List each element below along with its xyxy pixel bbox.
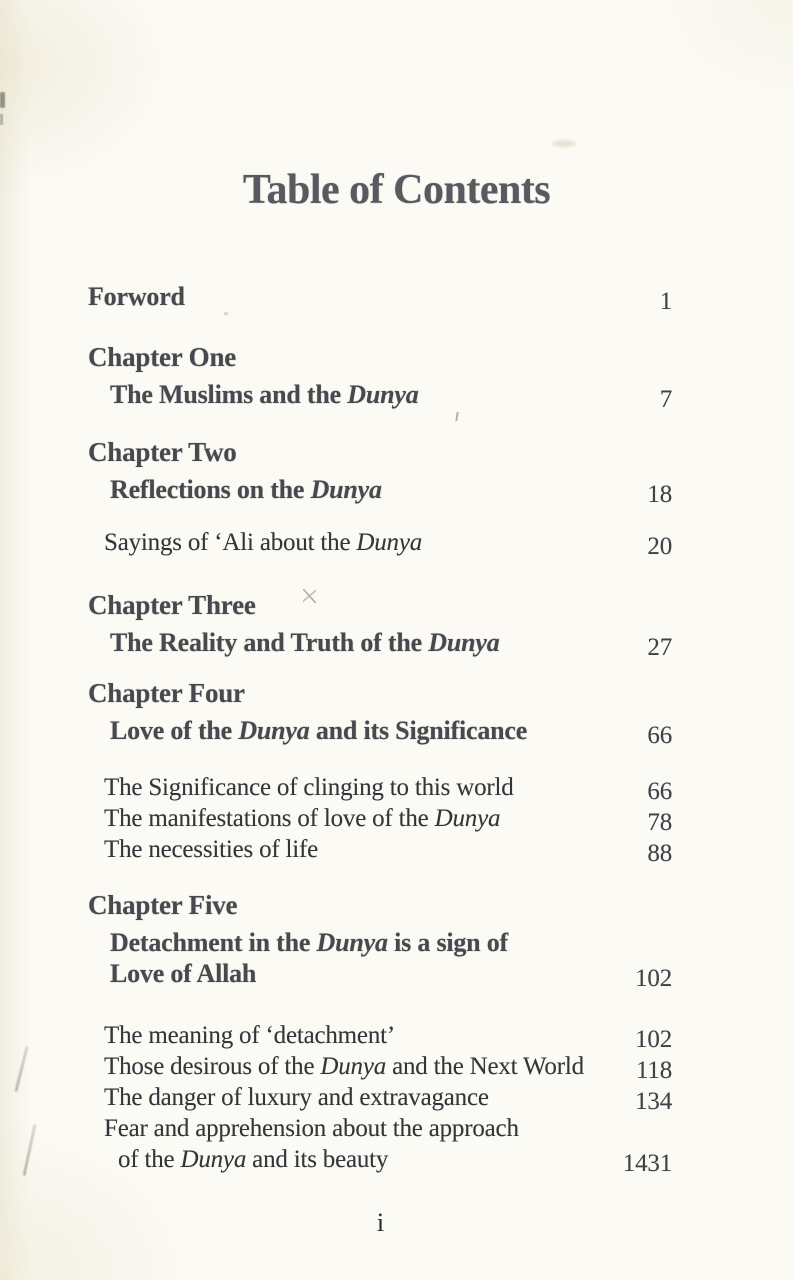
toc-row [88,281,672,313]
scan-artifact-scratch [23,1124,37,1175]
toc-row [88,1020,672,1051]
toc-entry-label: Fear and apprehension about the approach [104,1115,519,1142]
toc-page-number: 134 [635,1088,672,1115]
toc-page-number: 1 [659,288,672,315]
chapter-heading: Chapter Two [88,437,237,467]
toc-page-number: 78 [647,809,672,836]
toc-entry-chapter-two [88,436,672,506]
chapter-subtitle-line2: Love of Allah [110,959,257,988]
toc-entry-chapter-four [88,677,672,747]
chapter-subtitle: Detachment in the Dunya is a sign of [110,928,508,957]
toc-row [88,627,672,659]
toc-entry-label-wrap: of the Dunya and its beauty [118,1146,389,1173]
toc-entry-label: Those desirous of the Dunya and the Next World [104,1053,584,1080]
chapter-subtitle: The Reality and Truth of the Dunya [110,628,500,657]
toc-page-number: 66 [647,778,672,805]
toc-row [88,1144,672,1175]
toc-page-number: 66 [647,722,672,749]
toc-page-number: 27 [647,634,672,661]
toc-entry-sayings [88,527,672,558]
scan-artifact-scratch [14,1046,28,1091]
chapter-subtitle: The Muslims and the Dunya [110,380,419,409]
toc-page-number: 1431 [622,1150,672,1177]
toc-row [88,803,672,834]
toc-entry-label: The Significance of clinging to this world [104,774,514,801]
toc-subentries-chapter-five [88,1020,672,1175]
toc-subentries-chapter-four [88,772,672,865]
chapter-heading: Chapter Three [88,590,256,620]
toc-entry-label: Sayings of ‘Ali about the Dunya [104,529,423,556]
chapter-heading: Chapter Five [88,890,238,920]
toc-row [88,834,672,865]
toc-page-number: 20 [647,533,672,560]
toc-entry-label: The danger of luxury and extravagance [104,1084,489,1111]
toc-row [88,772,672,803]
toc-row [88,1113,672,1144]
toc-page-number: 102 [635,1026,672,1053]
toc-row [88,927,672,958]
toc-row [88,527,672,558]
toc-entry-chapter-three [88,589,672,659]
toc-entry-label: The manifestations of love of the Dunya [104,805,501,832]
scan-artifact-tick [455,412,458,421]
toc-entry-label: The meaning of ‘detachment’ [104,1022,395,1049]
toc-page-number: 118 [636,1057,672,1084]
folio-page-number: i [376,1208,385,1237]
page-title: Table of Contents [242,167,551,213]
scan-artifact-edge-speck [0,92,5,108]
scan-artifact-smudge [552,140,576,147]
scan-artifact-edge-speck [0,114,3,125]
toc-entry-forword [88,281,672,313]
toc-row [88,1082,672,1113]
toc-page-number: 102 [635,965,672,992]
toc-entry-label: Forword [88,282,185,311]
toc-row [88,474,672,506]
toc-row [88,958,672,990]
chapter-heading: Chapter One [88,342,237,372]
toc-row [88,715,672,747]
toc-page-number: 18 [647,481,672,508]
toc-row [88,1051,672,1082]
toc-entry-chapter-one [88,341,672,411]
chapter-heading: Chapter Four [88,678,245,708]
toc-entry-chapter-five [88,889,672,990]
toc-row [88,379,672,411]
chapter-subtitle: Reflections on the Dunya [110,475,382,504]
toc-page-number: 7 [659,386,672,413]
toc-entry-label: The necessities of life [104,836,319,863]
toc-page-number: 88 [647,840,672,867]
chapter-subtitle: Love of the Dunya and its Significance [110,716,528,745]
